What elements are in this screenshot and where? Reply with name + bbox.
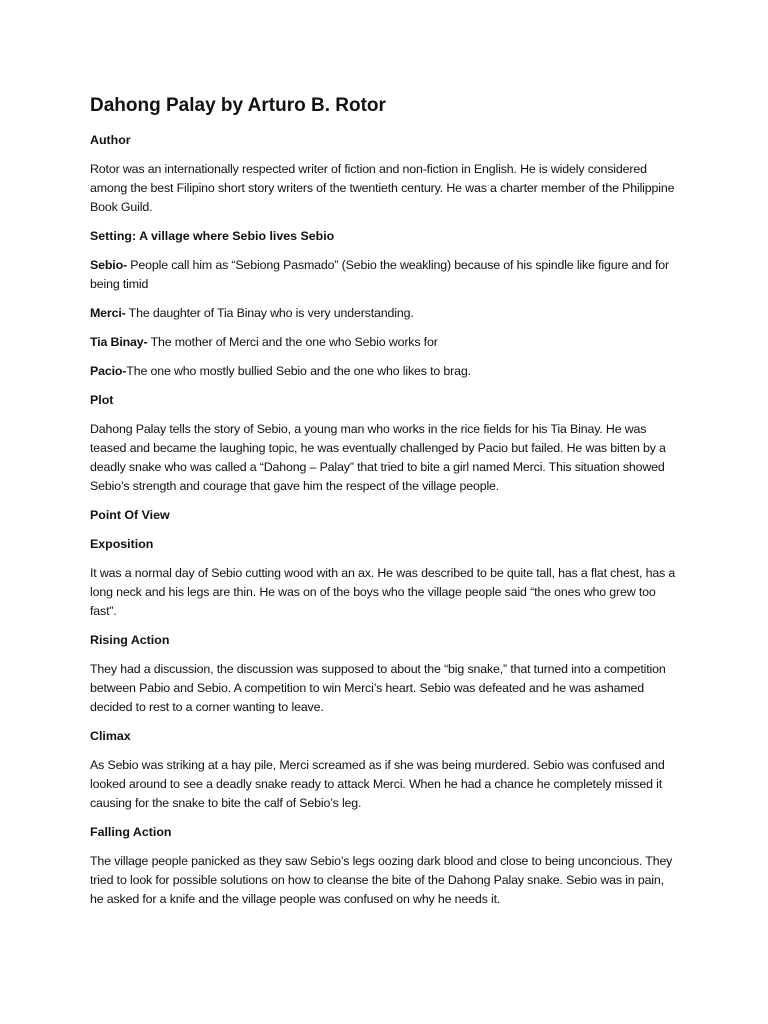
exposition-heading: Exposition	[90, 537, 154, 551]
character-description: People call him as “Sebiong Pasmado” (Sebio the weakling) because of his spindle like figure and for being timid	[90, 258, 670, 291]
rising-action-heading: Rising Action	[90, 633, 170, 647]
falling-action-paragraph: The village people panicked as they saw Sebio’s legs oozing dark blood and close to being unconcious. They tried to look for possible solutions on how to cleanse the bite of the Dahong Palay snake. Sebio was in pain, he asked for a knife and the village people was confused on why he needs it.	[90, 854, 673, 906]
character-sebio	[90, 256, 680, 294]
exposition-paragraph: It was a normal day of Sebio cutting wood with an ax. He was described to be quite tall, has a flat chest, has a long neck and his legs are thin. He was on of the boys who the village people said “the ones who grew too fast”.	[90, 566, 676, 618]
rising-action-paragraph: They had a discussion, the discussion was supposed to about the “big snake,” that turned into a competition between Pabio and Sebio. A competition to win Merci’s heart. Sebio was defeated and he was ashamed decided to rest to a corner wanting to leave.	[90, 662, 666, 714]
character-name: Tia Binay-	[90, 335, 148, 349]
character-description: The mother of Merci and the one who Sebio works for	[147, 335, 438, 349]
character-pacio	[90, 362, 680, 381]
character-description: The daughter of Tia Binay who is very understanding.	[125, 306, 414, 320]
character-name: Sebio-	[90, 258, 127, 272]
character-tia-binay	[90, 333, 680, 352]
point-of-view-heading: Point Of View	[90, 508, 170, 522]
climax-paragraph: As Sebio was striking at a hay pile, Merci screamed as if she was being murdered. Sebio was confused and looked around to see a deadly snake ready to attack Merci. When he had a chance he completely missed it causing for the snake to bite the calf of Sebio’s leg.	[90, 758, 665, 810]
setting-line: Setting: A village where Sebio lives Sebio	[90, 229, 335, 243]
character-description: The one who mostly bullied Sebio and the one who likes to brag.	[126, 364, 471, 378]
author-paragraph: Rotor was an internationally respected writer of fiction and non-fiction in English. He is widely considered among the best Filipino short story writers of the twentieth century. He was a charter member of the Philippine Book Guild.	[90, 162, 675, 214]
plot-heading: Plot	[90, 393, 114, 407]
character-merci	[90, 304, 680, 323]
climax-heading: Climax	[90, 729, 131, 743]
document-title: Dahong Palay by Arturo B. Rotor	[90, 95, 386, 116]
document-page	[90, 94, 680, 919]
author-heading: Author	[90, 133, 131, 147]
falling-action-heading: Falling Action	[90, 825, 172, 839]
character-name: Pacio-	[90, 364, 127, 378]
character-name: Merci-	[90, 306, 126, 320]
plot-paragraph: Dahong Palay tells the story of Sebio, a young man who works in the rice fields for his Tia Binay. He was teased and became the laughing topic, he was eventually challenged by Pacio but failed. He was bitten by a deadly snake who was called a “Dahong – Palay” that tried to bite a girl named Merci. This situation showed Sebio’s strength and courage that gave him the respect of the village people.	[90, 422, 666, 493]
